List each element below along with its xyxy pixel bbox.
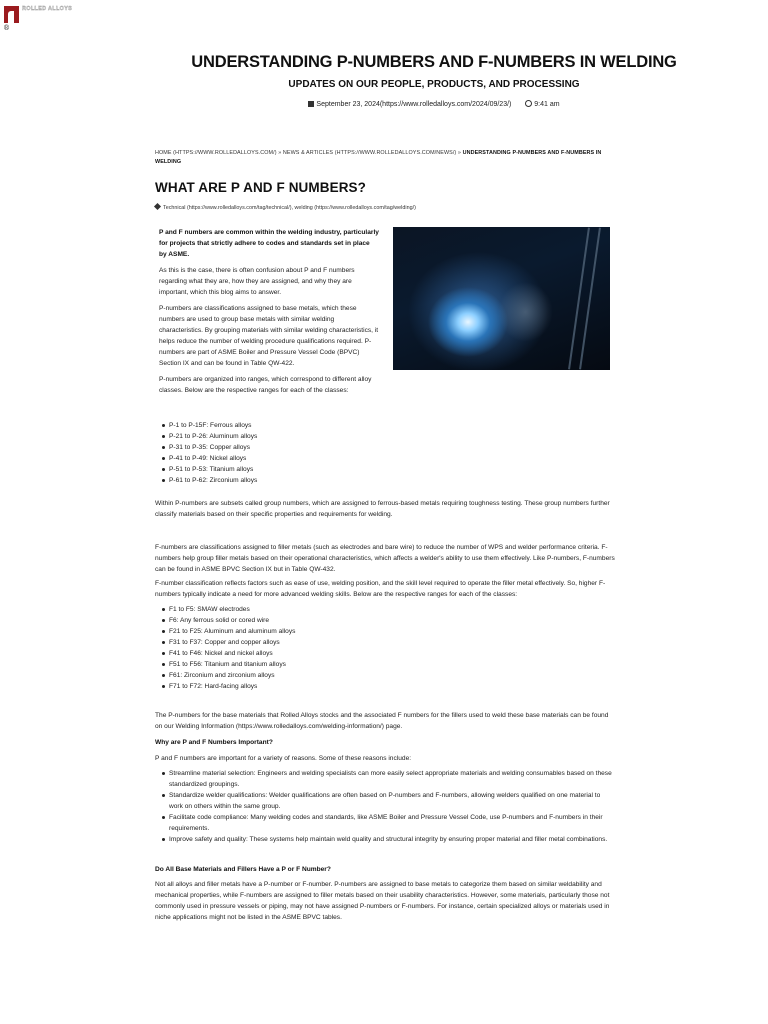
calendar-icon [308,101,314,107]
p-numbers-paragraph: P-numbers are classifications assigned to base metals, which these numbers are used to group base metals with similar welding characteristics. By grouping materials with similar welding characteristics, it helps reduce the number of welding procedure qualifications required. P-numbers are part of ASME Boiler and Pressure Vessel Code (BPVC) Section IX and can be found in Table QW-422. [159,305,379,367]
why-heading: Why are P and F Numbers Important? [155,739,273,746]
p-ranges-list [159,420,257,486]
list-item: P-1 to P-15F: Ferrous alloys [159,420,257,431]
reasons-list [159,768,615,845]
list-item: P-21 to P-26: Aluminum alloys [159,431,257,442]
intro-column [159,227,379,401]
list-item: Facilitate code compliance: Many welding codes and standards, like ASME Boiler and Pressure Vessel Code, use P-numbers and F-numbers in their requirements. [159,812,615,834]
list-item: P-61 to P-62: Zirconium alloys [159,475,257,486]
list-item: P-31 to P-35: Copper alloys [159,442,257,453]
page-subtitle: UPDATES ON OUR PEOPLE, PRODUCTS, AND PROCESSING [288,79,580,90]
list-item: F51 to F56: Titanium and titanium alloys [159,659,619,670]
list-item: Standardize welder qualifications: Welder qualifications are often based on P-numbers and F-numbers, allowing welders qualified on one material to work on others within the same group. [159,790,615,812]
do-paragraph: Not all alloys and filler metals have a P-number or F-number. P-numbers are assigned to base metals to categorize them based on similar weldability and mechanical properties, while F-numbers are assigned to filler metals based on their usability characteristics. However, some materials, particularly those not commonly used in pressure vessels or piping, may not have assigned P-numbers or F-numbers. For instance, certain specialized alloys or materials used in niche applications might not be listed in the ASME BPVC tables. [155,881,610,921]
clock-icon [525,100,532,107]
intro-paragraph: As this is the case, there is often confusion about P and F numbers regarding what they are, how they are assigned, and why they are important, which this blog aims to answer. [159,267,355,296]
welding-photo [393,227,610,370]
breadcrumb-current: UNDERSTANDING P-NUMBERS AND F-NUMBERS IN WELDING [155,150,602,165]
tag-icon [154,203,161,210]
section-heading: WHAT ARE P AND F NUMBERS? [155,180,366,195]
list-item: F21 to F25: Aluminum and aluminum alloys [159,626,619,637]
intro-lead: P and F numbers are common within the welding industry, particularly for projects that strictly adhere to codes and standards set in place by ASME. [159,229,379,258]
page-title: UNDERSTANDING P-NUMBERS AND F-NUMBERS IN WELDING [191,53,677,71]
f-numbers-paragraph: F-numbers are classifications assigned to filler metals (such as electrodes and bare wire) to reduce the number of WPS and welder performance criteria. F-numbers help group filler metals based on their operational characteristics, which affects a welder's ability to use them effectively. Like P-numbers, F-numbers can be found in ASME BPVC Section IX but in Table QW-432. [155,544,615,573]
f-classification-paragraph: F-number classification reflects factors such as ease of use, welding position, and the skill level required to operate the filler metal effectively. So, higher F-numbers typically indicate a need for more advanced welding skills. Below are the respective ranges for each of the classes: [155,580,606,598]
logo-registered-mark: ® [3,24,10,32]
list-item: F6: Any ferrous solid or cored wire [159,615,619,626]
list-item: P-51 to P-53: Titanium alloys [159,464,257,475]
p-ranges-intro: P-numbers are organized into ranges, which correspond to different alloy classes. Below are the respective ranges for each of the classes: [159,376,372,394]
list-item: Improve safety and quality: These systems help maintain weld quality and structural integrity by ensuring proper material and filler metal combinations. [159,834,615,845]
post-time: 9:41 am [534,101,560,108]
tag-links[interactable]: Technical (https://www.rolledalloys.com/tag/technical/), welding (https://www.rolledalloys.com/tag/welding/) [163,205,416,211]
list-item: F1 to F5: SMAW electrodes [159,604,619,615]
list-item: Streamline material selection: Engineers and welding specialists can more easily select appropriate materials and welding consumables based on these standardized groupings. [159,768,615,790]
list-item: F31 to F37: Copper and copper alloys [159,637,619,648]
list-item: F41 to F46: Nickel and nickel alloys [159,648,619,659]
list-item: P-41 to P-49: Nickel alloys [159,453,257,464]
company-logo[interactable] [4,6,72,23]
breadcrumb [155,149,615,166]
why-intro: P and F numbers are important for a variety of reasons. Some of these reasons include: [155,755,412,762]
post-date-link[interactable]: September 23, 2024(https://www.rolledalloys.com/2024/09/23/) [316,101,512,108]
f-ranges-list [159,604,619,692]
stocks-paragraph: The P-numbers for the base materials that Rolled Alloys stocks and the associated F numbers for the fillers used to weld these base materials can be found on our Welding Information (https://www.rolledalloys.com/welding-information/) page. [155,712,609,730]
group-numbers-paragraph: Within P-numbers are subsets called group numbers, which are assigned to ferrous-based metals requiring toughness testing. These group numbers further classify materials based on their specific properties and requirements for welding. [155,500,610,518]
logo-mark-icon [4,6,19,23]
post-tags [155,204,416,211]
breadcrumb-links[interactable]: HOME (HTTPS://WWW.ROLLEDALLOYS.COM/) » NEWS & ARTICLES (HTTPS://WWW.ROLLEDALLOYS.COM/NEWS/) » [155,150,463,156]
logo-text: ROLLED ALLOYS [22,6,73,12]
list-item: F71 to F72: Hard-facing alloys [159,681,619,692]
list-item: F61: Zirconium and zirconium alloys [159,670,619,681]
post-meta [100,100,768,108]
do-heading: Do All Base Materials and Fillers Have a P or F Number? [155,866,331,873]
